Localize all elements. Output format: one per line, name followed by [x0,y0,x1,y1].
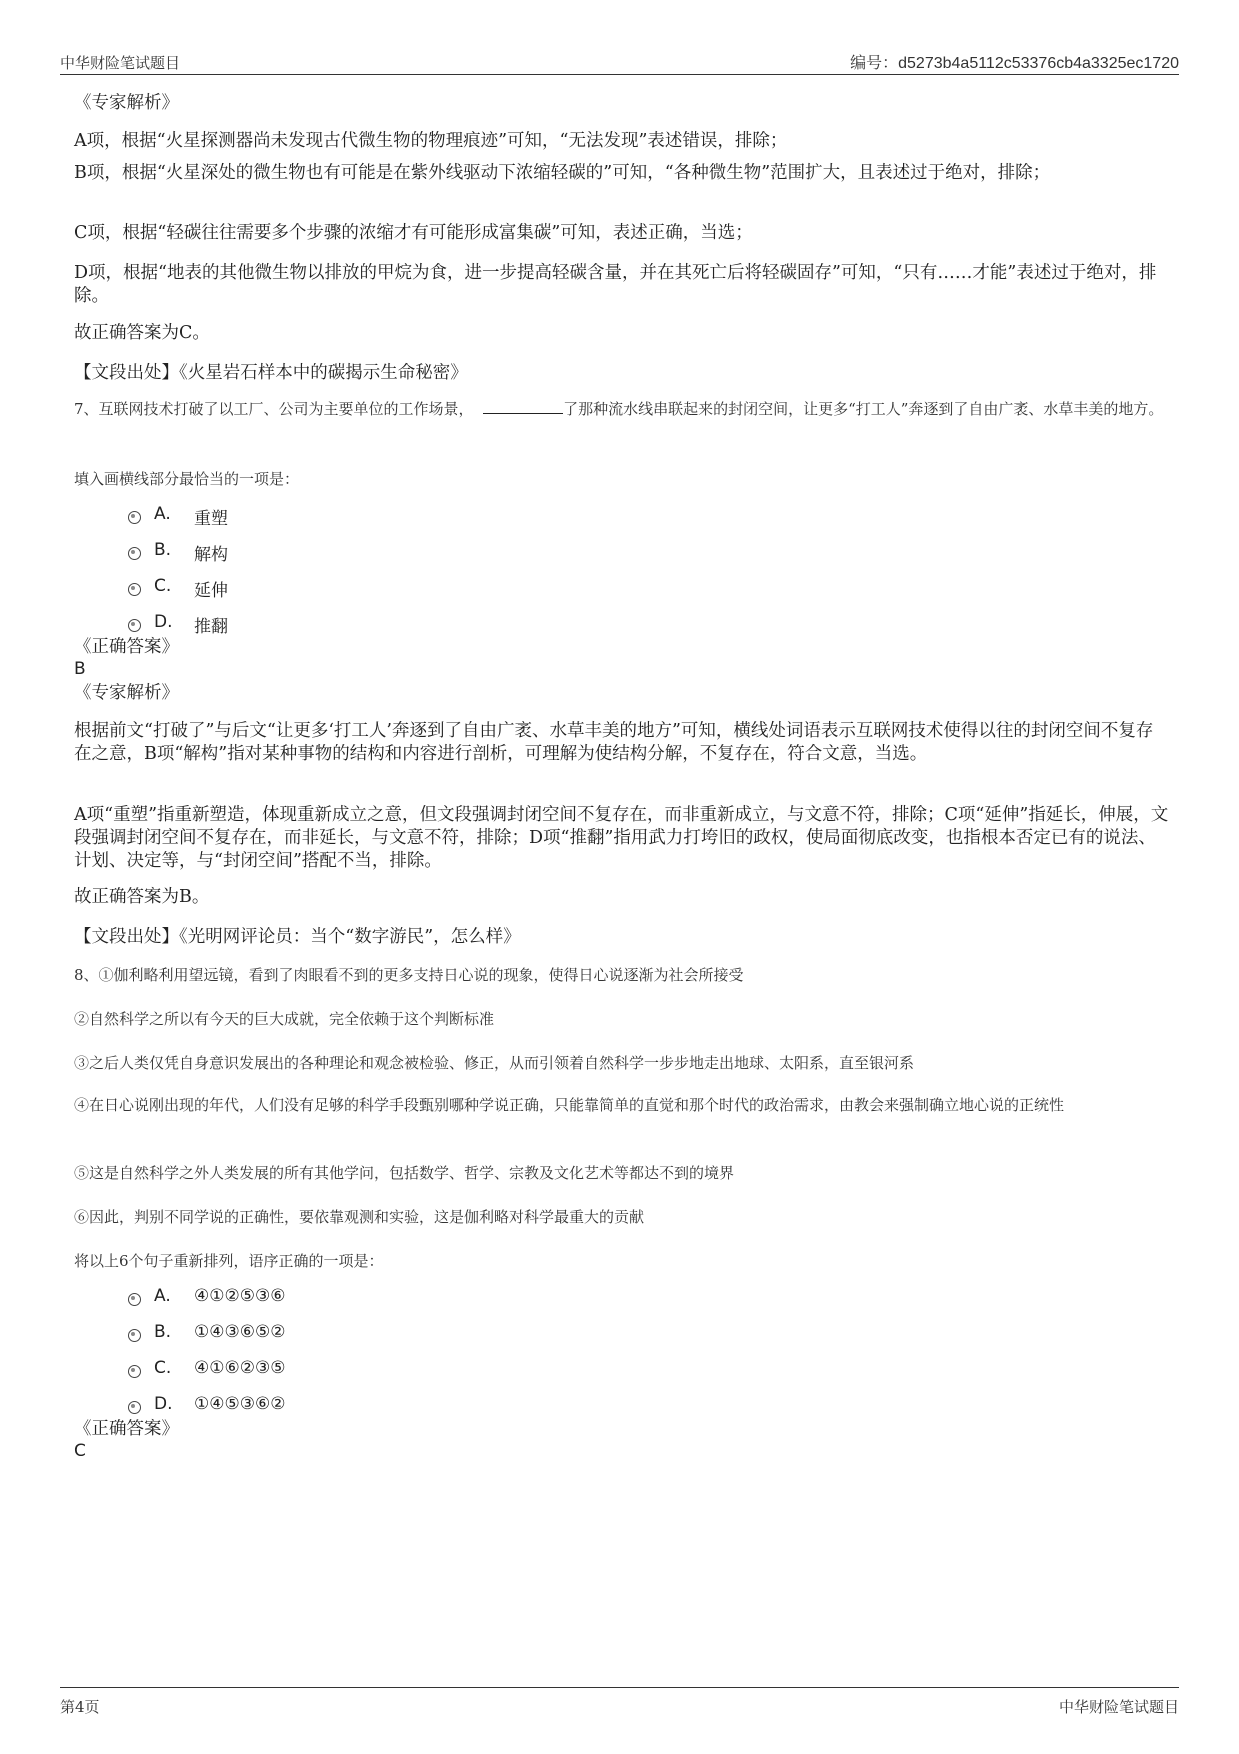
analysis-title: 《专家解析》 [74,93,179,113]
option-letter: D. [154,612,173,632]
option-a[interactable] [74,1282,474,1318]
source: 【文段出处】《火星岩石样本中的碳揭示生命秘密》 [74,363,468,383]
option-text: 延伸 [194,581,228,601]
radio-icon[interactable] [128,619,141,632]
q7-options [74,500,474,644]
analysis-paragraph-1: 根据前文“打破了”与后文“让更多‘打工人’奔逐到了自由广袤、水草丰美的地方”可知，横线处词语表示互联网技术使得以往的封闭空间不复存在之意，B项“解构”指对某种事物的结构和内容进行剖析，可理解为使结构分解，不复存在，符合文意，当选。 [74,721,1154,764]
radio-icon[interactable] [128,1401,141,1414]
option-text: ④①②⑤③⑥ [194,1286,286,1306]
analysis-d: D项，根据“地表的其他微生物以排放的甲烷为食，进一步提高轻碳含量，并在其死亡后将轻碳固存”可知，“只有……才能”表述过于绝对，排除。 [74,263,1157,306]
document-id: 编号：d5273b4a5112c53376cb4a3325ec1720 [850,55,1179,72]
q8-options [74,1282,474,1426]
option-letter: B. [154,1322,172,1342]
option-letter: A. [154,504,171,524]
option-text: 重塑 [194,509,228,529]
conclusion: 故正确答案为B。 [74,887,210,907]
option-text: ④①⑥②③⑤ [194,1358,286,1378]
answer-value: B [74,659,86,679]
footer-title: 中华财险笔试题目 [1058,1698,1179,1716]
stem-after: 了那种流水线串联起来的封闭空间，让更多“打工人”奔逐到了自由广袤、水草丰美的地方。 [563,400,1164,418]
page-number: 第4页 [60,1698,100,1716]
conclusion: 故正确答案为C。 [74,323,210,343]
page-footer [60,1687,1179,1714]
source: 【文段出处】《光明网评论员：当个“数字游民”，怎么样》 [74,927,521,947]
option-text: ①④③⑥⑤② [194,1322,286,1342]
radio-icon[interactable] [128,511,141,524]
radio-icon[interactable] [128,1293,141,1306]
analysis-paragraph-2: A项“重塑”指重新塑造，体现重新成立之意，但文段强调封闭空间不复存在，而非重新成立，与文意不符，排除；C项“延伸”指延长，伸展，文段强调封闭空间不复存在，而非延长，与文意不符，排除；D项“推翻”指用武力打垮旧的政权，使局面彻底改变，也指根本否定已有的说法、计划、决定等，与“封闭空间”搭配不当，排除。 [74,805,1169,871]
header-title: 中华财险笔试题目 [60,54,181,72]
analysis-b: B项，根据“火星深处的微生物也有可能是在紫外线驱动下浓缩轻碳的”可知，“各种微生物”范围扩大，且表述过于绝对，排除； [74,163,1051,183]
sentence-3: ③之后人类仅凭自身意识发展出的各种理论和观念被检验、修正，从而引领着自然科学一步步地走出地球、太阳系，直至银河系 [74,1054,915,1072]
option-letter: A. [154,1286,171,1306]
radio-icon[interactable] [128,1329,141,1342]
option-c[interactable] [74,1354,474,1390]
option-text: ①④⑤③⑥② [194,1394,286,1414]
radio-icon[interactable] [128,1365,141,1378]
radio-icon[interactable] [128,583,141,596]
option-letter: D. [154,1394,173,1414]
answer-title: 《正确答案》 [74,1419,179,1439]
analysis-c: C项，根据“轻碳往往需要多个步骤的浓缩才有可能形成富集碳”可知，表述正确，当选； [74,223,753,243]
fill-blank [483,399,563,414]
option-b[interactable] [74,536,474,572]
question-7-stem [74,396,1169,423]
sentence-1: 8、①伽利略利用望远镜，看到了肉眼看不到的更多支持日心说的现象，使得日心说逐渐为社会所接受 [74,966,744,984]
option-a[interactable] [74,500,474,536]
radio-icon[interactable] [128,547,141,560]
analysis-title: 《专家解析》 [74,683,179,703]
sentence-4: ④在日心说刚出现的年代，人们没有足够的科学手段甄别哪种学说正确，只能靠简单的直觉和那个时代的政治需求，由教会来强制确立地心说的正统性 [74,1096,1065,1114]
sentence-5: ⑤这是自然科学之外人类发展的所有其他学问，包括数学、哲学、宗教及文化艺术等都达不到的境界 [74,1164,735,1182]
option-letter: C. [154,1358,172,1378]
question-7-prompt: 填入画横线部分最恰当的一项是： [74,470,300,488]
answer-title: 《正确答案》 [74,637,179,657]
option-text: 解构 [194,545,228,565]
question-8-prompt: 将以上6个句子重新排列，语序正确的一项是： [74,1252,384,1270]
answer-value: C [74,1441,86,1461]
option-c[interactable] [74,572,474,608]
sentence-6: ⑥因此，判别不同学说的正确性，要依靠观测和实验，这是伽利略对科学最重大的贡献 [74,1208,645,1226]
option-letter: C. [154,576,172,596]
option-text: 推翻 [194,617,228,637]
sentence-2: ②自然科学之所以有今天的巨大成就，完全依赖于这个判断标准 [74,1010,495,1028]
stem-before: 7、互联网技术打破了以工厂、公司为主要单位的工作场景， [74,400,474,418]
analysis-a: A项，根据“火星探测器尚未发现古代微生物的物理痕迹”可知，“无法发现”表述错误，排除； [74,131,788,151]
page-header [60,48,1179,75]
option-letter: B. [154,540,172,560]
option-b[interactable] [74,1318,474,1354]
